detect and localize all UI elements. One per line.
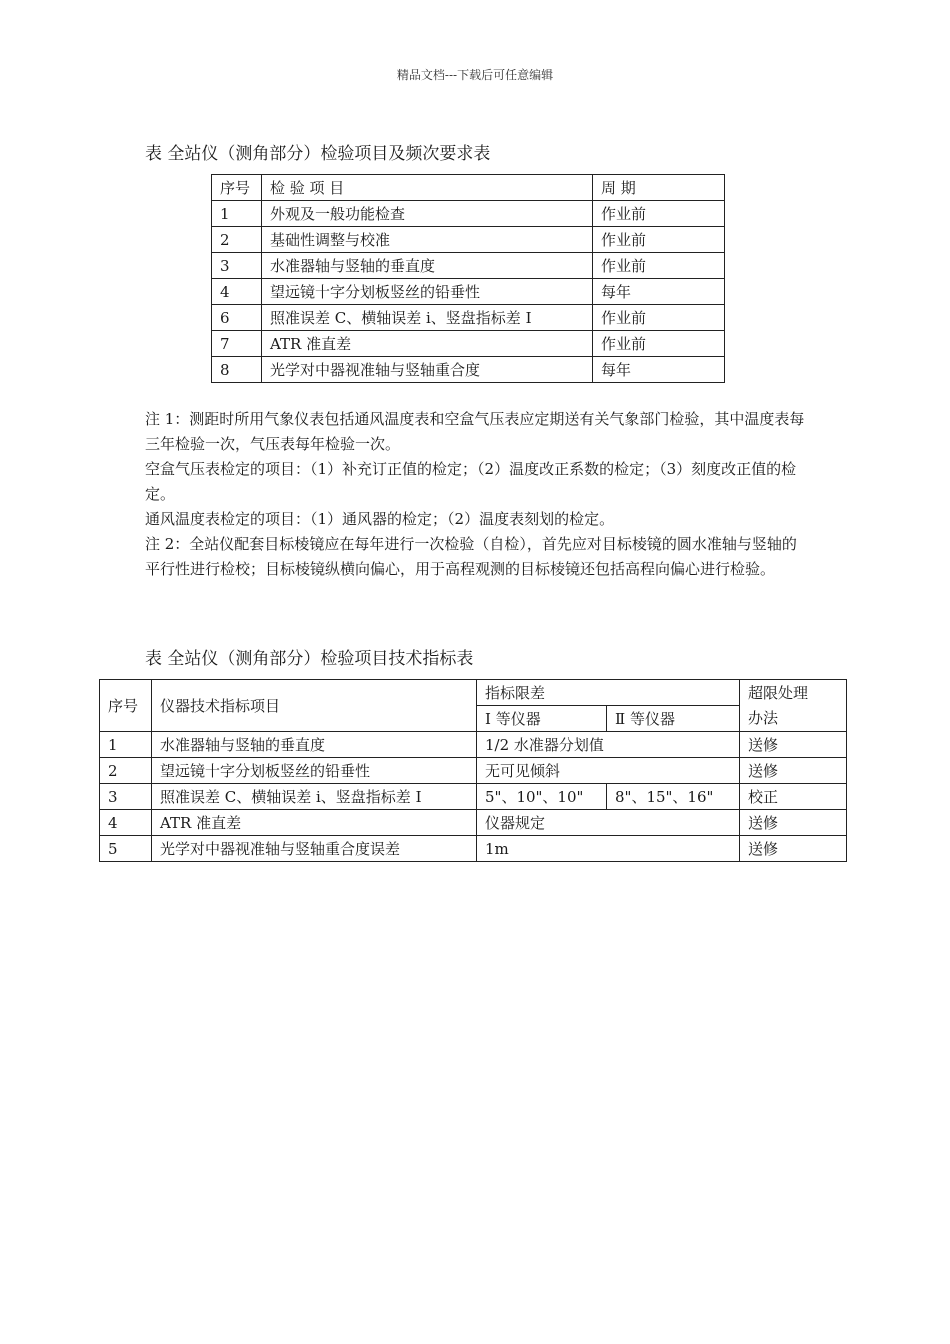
note-paragraph: 通风温度表检定的项目：（1）通风器的检定；（2）温度表刻划的检定。 xyxy=(145,510,615,528)
table-row xyxy=(212,279,725,305)
row-limit: 无可见倾斜 xyxy=(477,758,740,784)
table-header-row xyxy=(212,175,725,201)
note-paragraph: 空盒气压表检定的项目：（1）补充订正值的检定；（2）温度改正系数的检定；（3）刻度改正值的检定。 xyxy=(145,460,797,503)
table-row xyxy=(100,758,847,784)
row-no: 1 xyxy=(100,732,152,758)
header-limit: 指标限差 xyxy=(477,680,740,706)
page-header: 精品文档---下载后可任意编辑 xyxy=(396,68,554,82)
row-item: 光学对中器视准轴与竖轴重合度误差 xyxy=(152,836,477,862)
row-no: 4 xyxy=(212,279,262,305)
header-grade2: Ⅱ 等仪器 xyxy=(607,706,740,732)
table-header-row xyxy=(100,680,847,706)
row-item: 水准器轴与竖轴的垂直度 xyxy=(262,253,593,279)
table-row xyxy=(212,331,725,357)
row-no: 7 xyxy=(212,331,262,357)
table-row xyxy=(100,732,847,758)
row-action: 送修 xyxy=(740,810,847,836)
row-action: 校正 xyxy=(740,784,847,810)
table-row xyxy=(100,836,847,862)
note-paragraph: 注 2：全站仪配套目标棱镜应在每年进行一次检验（自检），首先应对目标棱镜的圆水准轴与竖轴的平行性进行检校；目标棱镜纵横向偏心，用于高程观测的目标棱镜还包括高程向偏心进行检验。 xyxy=(145,535,797,578)
row-item: 基础性调整与校准 xyxy=(262,227,593,253)
row-limit: 1/2 水准器分划值 xyxy=(477,732,740,758)
row-item: 外观及一般功能检查 xyxy=(262,201,593,227)
header-no: 序号 xyxy=(212,175,262,201)
row-no: 5 xyxy=(100,836,152,862)
row-item: 望远镜十字分划板竖丝的铅垂性 xyxy=(262,279,593,305)
header-grade1: Ⅰ 等仪器 xyxy=(477,706,607,732)
table-row xyxy=(212,201,725,227)
table-row xyxy=(212,357,725,383)
header-action-line2: 办法 xyxy=(748,708,779,727)
row-no: 6 xyxy=(212,305,262,331)
row-item: 照准误差 C、横轴误差 i、竖盘指标差 I xyxy=(262,305,593,331)
row-no: 1 xyxy=(212,201,262,227)
header-action xyxy=(740,680,847,732)
header-item: 检 验 项 目 xyxy=(262,175,593,201)
row-period: 作业前 xyxy=(593,227,725,253)
table-row xyxy=(100,784,847,810)
row-period: 每年 xyxy=(593,357,725,383)
row-grade1: 5"、10"、10" xyxy=(477,784,607,810)
row-limit: 仪器规定 xyxy=(477,810,740,836)
row-period: 作业前 xyxy=(593,305,725,331)
row-no: 2 xyxy=(212,227,262,253)
table-row xyxy=(212,253,725,279)
row-item: 光学对中器视准轴与竖轴重合度 xyxy=(262,357,593,383)
row-item: ATR 准直差 xyxy=(262,331,593,357)
row-period: 每年 xyxy=(593,279,725,305)
row-action: 送修 xyxy=(740,732,847,758)
table-row xyxy=(212,305,725,331)
row-limit: 1m xyxy=(477,836,740,862)
row-action: 送修 xyxy=(740,758,847,784)
header-period: 周 期 xyxy=(593,175,725,201)
row-no: 2 xyxy=(100,758,152,784)
row-item: 望远镜十字分划板竖丝的铅垂性 xyxy=(152,758,477,784)
row-grade2: 8"、15"、16" xyxy=(607,784,740,810)
header-item: 仪器技术指标项目 xyxy=(152,680,477,732)
table-row xyxy=(100,810,847,836)
row-no: 4 xyxy=(100,810,152,836)
row-period: 作业前 xyxy=(593,201,725,227)
row-action: 送修 xyxy=(740,836,847,862)
table1-title: 表 全站仪（测角部分）检验项目及频次要求表 xyxy=(145,144,491,164)
row-item: 照准误差 C、横轴误差 i、竖盘指标差 I xyxy=(152,784,477,810)
notes-section xyxy=(145,407,805,582)
row-no: 3 xyxy=(100,784,152,810)
row-item: 水准器轴与竖轴的垂直度 xyxy=(152,732,477,758)
header-action-line1: 超限处理 xyxy=(748,683,809,702)
row-period: 作业前 xyxy=(593,331,725,357)
row-no: 3 xyxy=(212,253,262,279)
row-no: 8 xyxy=(212,357,262,383)
header-no: 序号 xyxy=(100,680,152,732)
table-row xyxy=(212,227,725,253)
technical-index-table xyxy=(99,679,847,862)
inspection-frequency-table xyxy=(211,174,725,383)
note-paragraph: 注 1：测距时所用气象仪表包括通风温度表和空盒气压表应定期送有关气象部门检验，其中温度表每三年检验一次，气压表每年检验一次。 xyxy=(145,410,805,453)
table2-title: 表 全站仪（测角部分）检验项目技术指标表 xyxy=(145,649,474,669)
row-period: 作业前 xyxy=(593,253,725,279)
row-item: ATR 准直差 xyxy=(152,810,477,836)
